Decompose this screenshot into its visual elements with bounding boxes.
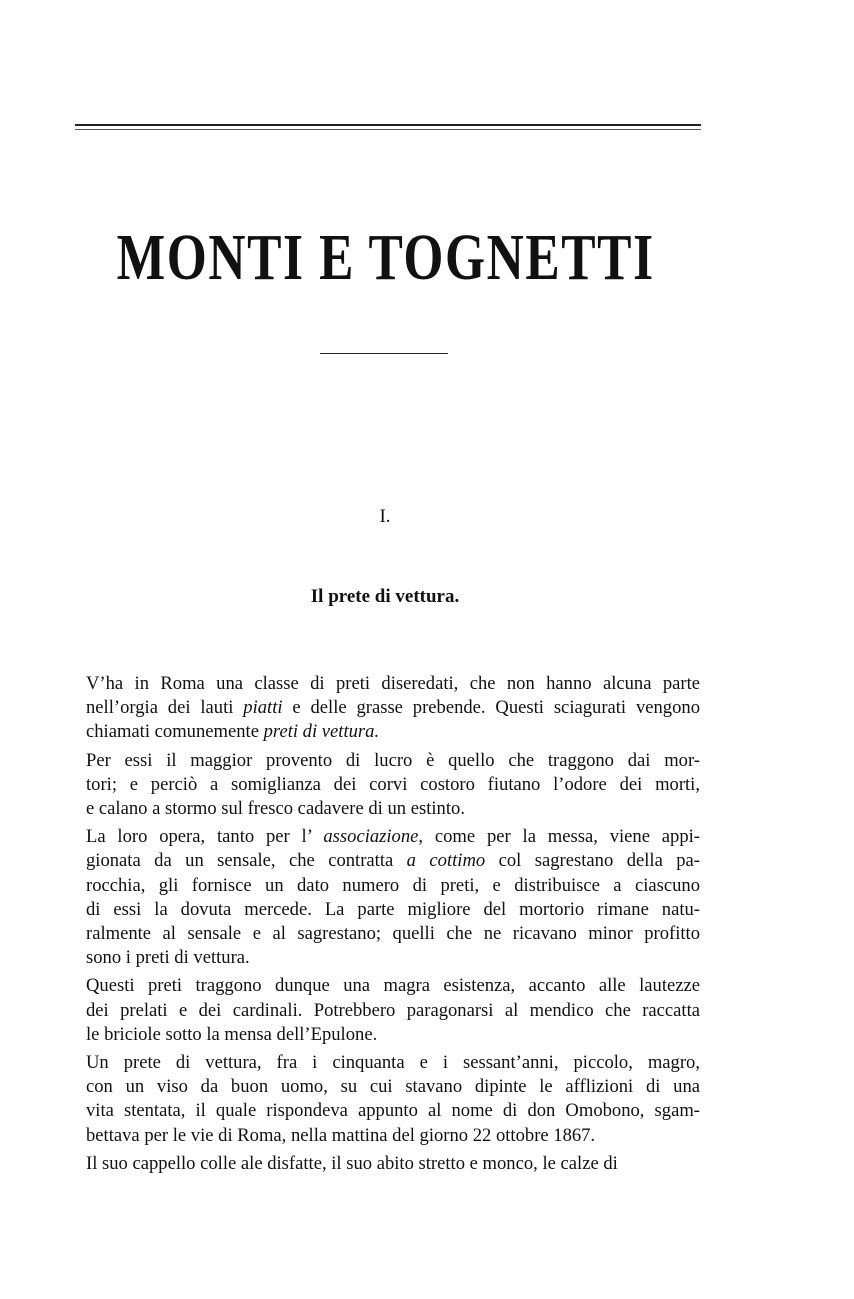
header-rule (75, 124, 701, 126)
title-divider (320, 353, 448, 354)
text-line: vita stentata, il quale rispondeva appunto al nome di don Omobono, sgam- (86, 1100, 700, 1122)
text-line: Il suo cappello colle ale disfatte, il suo abito stretto e monco, le calze di (86, 1152, 618, 1174)
text-line: di essi la dovuta mercede. La parte migliore del mortorio rimane natu- (86, 898, 700, 920)
paragraph (86, 749, 700, 822)
text-line: bettava per le vie di Roma, nella mattina del giorno 22 ottobre 1867. (86, 1124, 596, 1146)
text-line: V’ha in Roma una classe di preti diseredati, che non hanno alcuna parte (86, 673, 700, 694)
text-line: Questi preti traggono dunque una magra esistenza, accanto alle lautezze (86, 975, 700, 997)
text-line: La loro opera, tanto per l’ associazione, come per la messa, viene appi- (86, 826, 700, 848)
text-line: le briciole sotto la mensa dell’Epulone. (86, 1023, 378, 1045)
text-line: chiamati comunemente preti di vettura. (86, 721, 380, 743)
header-rule-thin (75, 129, 701, 130)
text-line: con un viso da buon uomo, su cui stavano dipinte le afflizioni di una (86, 1076, 700, 1098)
text-line: rocchia, gli fornisce un dato numero di preti, e distribuisce a ciascuno (86, 874, 700, 896)
text-line: sono i preti di vettura. (86, 947, 250, 969)
chapter-title: Il prete di vettura. (310, 586, 460, 607)
paragraph (86, 672, 700, 745)
body-text (86, 672, 700, 1180)
paragraph (86, 974, 700, 1047)
chapter-number: I. (379, 506, 391, 527)
paragraph (86, 825, 700, 970)
text-line: Per essi il maggior provento di lucro è quello che traggono dai mor- (86, 749, 700, 771)
paragraph (86, 1152, 700, 1176)
text-line: Un prete di vettura, fra i cinquanta e i sessant’anni, piccolo, magro, (86, 1052, 700, 1074)
page-title: MONTI E TOGNETTI (116, 221, 655, 294)
text-line: dei prelati e dei cardinali. Potrebbero paragonarsi al mendico che raccatta (86, 999, 700, 1021)
paragraph (86, 1051, 700, 1148)
text-line: gionata da un sensale, che contratta a cottimo col sagrestano della pa- (86, 850, 700, 872)
text-line: ralmente al sensale e al sagrestano; quelli che ne ricavano minor profitto (86, 923, 700, 945)
text-line: e calano a stormo sul fresco cadavere di un estinto. (86, 798, 465, 820)
text-line: tori; e perciò a somiglianza dei corvi costoro fiutano l’odore dei morti, (86, 773, 700, 795)
text-line: nell’orgia dei lauti piatti e delle grasse prebende. Questi sciagurati vengono (86, 697, 700, 719)
